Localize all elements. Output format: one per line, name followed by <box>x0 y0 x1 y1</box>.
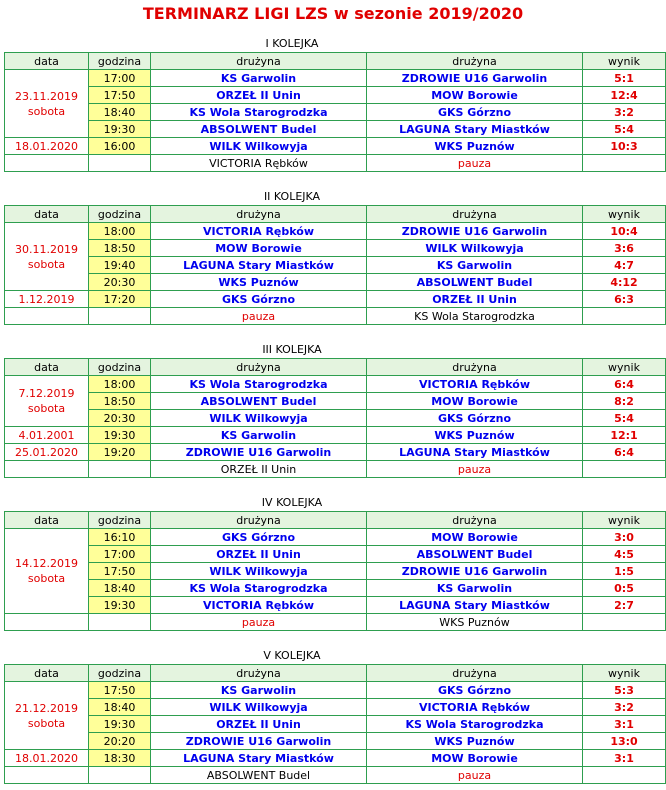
away-team: LAGUNA Stary Miastków <box>367 121 583 138</box>
header-result: wynik <box>583 512 666 529</box>
match-row <box>5 70 666 87</box>
match-row <box>5 699 666 716</box>
home-team: ZDROWIE U16 Garwolin <box>151 733 367 750</box>
blank-cell <box>583 614 666 631</box>
match-row <box>5 138 666 155</box>
header-row <box>5 359 666 376</box>
away-team: ZDROWIE U16 Garwolin <box>367 563 583 580</box>
match-time: 19:30 <box>89 121 151 138</box>
header-time: godzina <box>89 359 151 376</box>
match-time: 17:20 <box>89 291 151 308</box>
match-score: 6:4 <box>583 444 666 461</box>
match-score: 10:3 <box>583 138 666 155</box>
match-score: 3:2 <box>583 104 666 121</box>
bye-row <box>5 461 666 478</box>
match-row <box>5 682 666 699</box>
match-row <box>5 580 666 597</box>
round-1 <box>4 36 640 172</box>
header-result: wynik <box>583 206 666 223</box>
bye-label: pauza <box>151 614 367 631</box>
blank-cell <box>583 767 666 784</box>
blank-cell <box>5 461 89 478</box>
match-score: 1:5 <box>583 563 666 580</box>
away-team: ZDROWIE U16 Garwolin <box>367 223 583 240</box>
away-team: MOW Borowie <box>367 529 583 546</box>
match-row <box>5 240 666 257</box>
home-team: WILK Wilkowyja <box>151 138 367 155</box>
bye-label: pauza <box>151 308 367 325</box>
bye-label: pauza <box>367 155 583 172</box>
match-score: 0:5 <box>583 580 666 597</box>
away-team: GKS Górzno <box>367 410 583 427</box>
match-row <box>5 563 666 580</box>
match-row <box>5 376 666 393</box>
round-title: II KOLEJKA <box>263 190 321 203</box>
schedule-table <box>4 205 666 325</box>
away-team: WILK Wilkowyja <box>367 240 583 257</box>
away-team: VICTORIA Rębków <box>367 699 583 716</box>
away-team: MOW Borowie <box>367 87 583 104</box>
bye-team: WKS Puznów <box>367 614 583 631</box>
match-time: 17:50 <box>89 682 151 699</box>
match-time: 16:00 <box>89 138 151 155</box>
match-row <box>5 257 666 274</box>
away-team: WKS Puznów <box>367 733 583 750</box>
match-date: 30.11.2019 sobota <box>5 223 89 291</box>
away-team: WKS Puznów <box>367 138 583 155</box>
home-team: WKS Puznów <box>151 274 367 291</box>
match-time: 19:20 <box>89 444 151 461</box>
home-team: ORZEŁ II Unin <box>151 546 367 563</box>
header-time: godzina <box>89 53 151 70</box>
match-time: 20:30 <box>89 274 151 291</box>
header-time: godzina <box>89 665 151 682</box>
bye-row <box>5 308 666 325</box>
header-team-away: drużyna <box>367 665 583 682</box>
away-team: MOW Borowie <box>367 750 583 767</box>
header-team-home: drużyna <box>151 665 367 682</box>
round-3 <box>4 342 640 478</box>
match-score: 4:5 <box>583 546 666 563</box>
match-time: 20:20 <box>89 733 151 750</box>
match-row <box>5 291 666 308</box>
match-score: 3:1 <box>583 750 666 767</box>
home-team: ORZEŁ II Unin <box>151 716 367 733</box>
away-team: GKS Górzno <box>367 682 583 699</box>
away-team: LAGUNA Stary Miastków <box>367 597 583 614</box>
away-team: WKS Puznów <box>367 427 583 444</box>
match-time: 17:50 <box>89 87 151 104</box>
away-team: ORZEŁ II Unin <box>367 291 583 308</box>
away-team: ABSOLWENT Budel <box>367 546 583 563</box>
home-team: LAGUNA Stary Miastków <box>151 750 367 767</box>
away-team: ZDROWIE U16 Garwolin <box>367 70 583 87</box>
match-score: 10:4 <box>583 223 666 240</box>
away-team: MOW Borowie <box>367 393 583 410</box>
header-team-home: drużyna <box>151 359 367 376</box>
header-team-home: drużyna <box>151 206 367 223</box>
match-time: 17:00 <box>89 546 151 563</box>
home-team: KS Wola Starogrodzka <box>151 580 367 597</box>
match-score: 2:7 <box>583 597 666 614</box>
match-score: 12:4 <box>583 87 666 104</box>
match-score: 3:1 <box>583 716 666 733</box>
header-date: data <box>5 206 89 223</box>
match-date: 23.11.2019 sobota <box>5 70 89 138</box>
match-date: 18.01.2020 <box>5 750 89 767</box>
header-team-away: drużyna <box>367 359 583 376</box>
header-team-away: drużyna <box>367 512 583 529</box>
header-row <box>5 53 666 70</box>
match-date: 25.01.2020 <box>5 444 89 461</box>
match-score: 8:2 <box>583 393 666 410</box>
match-score: 5:3 <box>583 682 666 699</box>
match-row <box>5 444 666 461</box>
blank-cell <box>583 308 666 325</box>
match-row <box>5 121 666 138</box>
home-team: ABSOLWENT Budel <box>151 393 367 410</box>
match-row <box>5 427 666 444</box>
blank-cell <box>89 461 151 478</box>
home-team: MOW Borowie <box>151 240 367 257</box>
match-time: 18:50 <box>89 393 151 410</box>
match-score: 6:3 <box>583 291 666 308</box>
away-team: ABSOLWENT Budel <box>367 274 583 291</box>
blank-cell <box>89 767 151 784</box>
header-team-home: drużyna <box>151 512 367 529</box>
match-score: 5:4 <box>583 121 666 138</box>
schedule-table <box>4 664 666 784</box>
round-4 <box>4 495 640 631</box>
home-team: LAGUNA Stary Miastków <box>151 257 367 274</box>
bye-team: VICTORIA Rębków <box>151 155 367 172</box>
match-time: 19:40 <box>89 257 151 274</box>
blank-cell <box>583 461 666 478</box>
home-team: KS Garwolin <box>151 682 367 699</box>
match-score: 4:7 <box>583 257 666 274</box>
blank-cell <box>89 308 151 325</box>
bye-team: KS Wola Starogrodzka <box>367 308 583 325</box>
header-time: godzina <box>89 512 151 529</box>
header-date: data <box>5 512 89 529</box>
home-team: KS Garwolin <box>151 70 367 87</box>
home-team: KS Garwolin <box>151 427 367 444</box>
schedule-table <box>4 358 666 478</box>
match-score: 13:0 <box>583 733 666 750</box>
round-title: V KOLEJKA <box>263 649 321 662</box>
bye-row <box>5 155 666 172</box>
match-row <box>5 410 666 427</box>
match-time: 20:30 <box>89 410 151 427</box>
match-score: 6:4 <box>583 376 666 393</box>
bye-row <box>5 767 666 784</box>
home-team: GKS Górzno <box>151 291 367 308</box>
home-team: ZDROWIE U16 Garwolin <box>151 444 367 461</box>
blank-cell <box>89 155 151 172</box>
home-team: ORZEŁ II Unin <box>151 87 367 104</box>
home-team: WILK Wilkowyja <box>151 699 367 716</box>
match-score: 3:2 <box>583 699 666 716</box>
home-team: WILK Wilkowyja <box>151 563 367 580</box>
match-row <box>5 274 666 291</box>
blank-cell <box>5 767 89 784</box>
match-date: 1.12.2019 <box>5 291 89 308</box>
match-time: 19:30 <box>89 427 151 444</box>
match-time: 18:30 <box>89 750 151 767</box>
away-team: KS Garwolin <box>367 580 583 597</box>
match-date: 4.01.2001 <box>5 427 89 444</box>
away-team: VICTORIA Rębków <box>367 376 583 393</box>
match-time: 18:50 <box>89 240 151 257</box>
match-time: 17:50 <box>89 563 151 580</box>
header-result: wynik <box>583 53 666 70</box>
home-team: VICTORIA Rębków <box>151 223 367 240</box>
away-team: KS Garwolin <box>367 257 583 274</box>
match-row <box>5 529 666 546</box>
match-row <box>5 546 666 563</box>
match-row <box>5 223 666 240</box>
match-row <box>5 104 666 121</box>
away-team: LAGUNA Stary Miastków <box>367 444 583 461</box>
match-time: 16:10 <box>89 529 151 546</box>
header-date: data <box>5 665 89 682</box>
header-row <box>5 206 666 223</box>
blank-cell <box>5 614 89 631</box>
home-team: KS Wola Starogrodzka <box>151 376 367 393</box>
match-score: 3:0 <box>583 529 666 546</box>
match-score: 4:12 <box>583 274 666 291</box>
match-row <box>5 733 666 750</box>
header-time: godzina <box>89 206 151 223</box>
match-row <box>5 87 666 104</box>
home-team: KS Wola Starogrodzka <box>151 104 367 121</box>
page-title: TERMINARZ LIGI LZS w sezonie 2019/2020 <box>142 4 524 23</box>
match-time: 18:40 <box>89 580 151 597</box>
match-time: 18:00 <box>89 376 151 393</box>
header-date: data <box>5 359 89 376</box>
match-date: 14.12.2019 sobota <box>5 529 89 614</box>
round-2 <box>4 189 640 325</box>
blank-cell <box>5 308 89 325</box>
round-5 <box>4 648 640 784</box>
bye-row <box>5 614 666 631</box>
header-result: wynik <box>583 359 666 376</box>
match-time: 19:30 <box>89 597 151 614</box>
blank-cell <box>89 614 151 631</box>
blank-cell <box>583 155 666 172</box>
away-team: KS Wola Starogrodzka <box>367 716 583 733</box>
round-title: IV KOLEJKA <box>261 496 323 509</box>
header-date: data <box>5 53 89 70</box>
bye-label: pauza <box>367 461 583 478</box>
home-team: GKS Górzno <box>151 529 367 546</box>
match-date: 7.12.2019 sobota <box>5 376 89 427</box>
schedule-table <box>4 52 666 172</box>
header-team-home: drużyna <box>151 53 367 70</box>
match-row <box>5 716 666 733</box>
match-score: 12:1 <box>583 427 666 444</box>
home-team: WILK Wilkowyja <box>151 410 367 427</box>
schedule-table <box>4 511 666 631</box>
match-score: 5:1 <box>583 70 666 87</box>
match-time: 18:00 <box>89 223 151 240</box>
match-score: 5:4 <box>583 410 666 427</box>
match-row <box>5 393 666 410</box>
match-row <box>5 597 666 614</box>
round-title: I KOLEJKA <box>265 37 319 50</box>
match-score: 3:6 <box>583 240 666 257</box>
match-date: 18.01.2020 <box>5 138 89 155</box>
match-date: 21.12.2019 sobota <box>5 682 89 750</box>
blank-cell <box>5 155 89 172</box>
bye-team: ABSOLWENT Budel <box>151 767 367 784</box>
home-team: ABSOLWENT Budel <box>151 121 367 138</box>
home-team: VICTORIA Rębków <box>151 597 367 614</box>
header-result: wynik <box>583 665 666 682</box>
match-row <box>5 750 666 767</box>
round-title: III KOLEJKA <box>262 343 322 356</box>
away-team: GKS Górzno <box>367 104 583 121</box>
match-time: 17:00 <box>89 70 151 87</box>
bye-label: pauza <box>367 767 583 784</box>
header-row <box>5 665 666 682</box>
match-time: 18:40 <box>89 699 151 716</box>
header-row <box>5 512 666 529</box>
match-time: 18:40 <box>89 104 151 121</box>
bye-team: ORZEŁ II Unin <box>151 461 367 478</box>
match-time: 19:30 <box>89 716 151 733</box>
header-team-away: drużyna <box>367 53 583 70</box>
header-team-away: drużyna <box>367 206 583 223</box>
